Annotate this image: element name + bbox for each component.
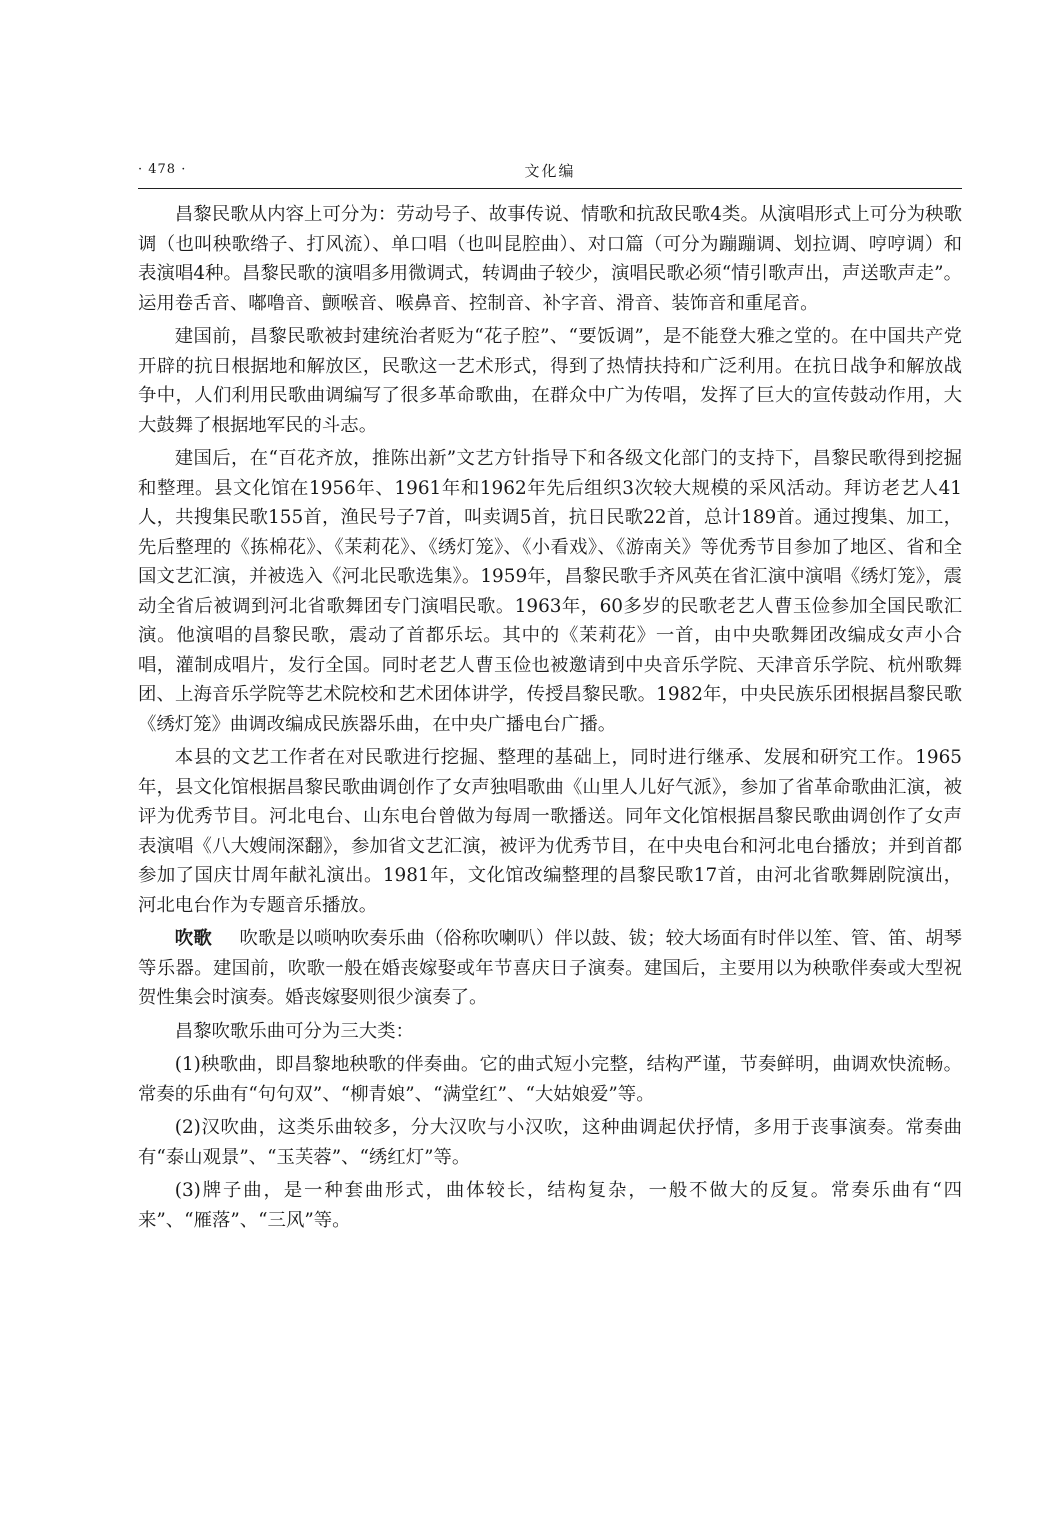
paragraph: (1)秧歌曲，即昌黎地秧歌的伴奏曲。它的曲式短小完整，结构严谨，节奏鲜明，曲调欢快流畅。常奏的乐曲有“句句双”、“柳青娘”、“满堂红”、“大姑娘爱”等。 (138, 1054, 962, 1105)
paragraph: 昌黎吹歌乐曲可分为三大类： (174, 1020, 414, 1042)
section-title: 文化编 (524, 162, 576, 180)
paragraph: 建国后，在“百花齐放，推陈出新”文艺方针指导下和各级文化部门的支持下，昌黎民歌得到挖掘和整理。县文化馆在1956年、1961年和1962年先后组织3次较大规模的采风活动。拜访老艺人41人，共搜集民歌155首，渔民号子7首，叫卖调5首，抗日民歌22首，总计189首。通过搜集、加工，先后整理的《拣棉花》、《茉莉花》、《绣灯笼》、《小看戏》、《游南关》等优秀节目参加了地区、省和全国文艺汇演，并被选入《河北民歌选集》。1959年，昌黎民歌手齐风英在省汇演中演唱《绣灯笼》，震动全省后被调到河北省歌舞团专门演唱民歌。1963年，60多岁的民歌老艺人曹玉俭参加全国民歌汇演。他演唱的昌黎民歌，震动了首都乐坛。其中的《茉莉花》一首，由中央歌舞团改编成女声小合唱，灌制成唱片，发行全国。同时老艺人曹玉俭也被邀请到中央音乐学院、天津音乐学院、杭州歌舞团、上海音乐学院等艺术院校和艺术团体讲学，传授昌黎民歌。1982年，中央民族乐团根据昌黎民歌《绣灯笼》曲调改编成民族器乐曲，在中央广播电台广播。 (138, 448, 962, 735)
entry-paragraph (138, 924, 962, 1013)
page-number: · 478 · (138, 162, 187, 177)
entry-heading: 吹歌 (174, 928, 212, 949)
paragraph: (2)汉吹曲，这类乐曲较多，分大汉吹与小汉吹，这种曲调起伏抒情，多用于丧事演奏。常奏曲有“泰山观景”、“玉芙蓉”、“绣红灯”等。 (138, 1117, 962, 1168)
paragraph: (3)牌子曲，是一种套曲形式，曲体较长，结构复杂，一般不做大的反复。常奏乐曲有“四来”、“雁落”、“三风”等。 (138, 1180, 962, 1231)
page-header (138, 158, 962, 189)
body-text (138, 200, 962, 1239)
paragraph: 本县的文艺工作者在对民歌进行挖掘、整理的基础上，同时进行继承、发展和研究工作。1965年，县文化馆根据昌黎民歌曲调创作了女声独唱歌曲《山里人儿好气派》，参加了省革命歌曲汇演，被评为优秀节目。河北电台、山东电台曾做为每周一歌播送。同年文化馆根据昌黎民歌曲调创作了女声表演唱《八大嫂闹深翻》，参加省文艺汇演，被评为优秀节目，在中央电台和河北电台播放；并到首都参加了国庆廿周年献礼演出。1981年，文化馆改编整理的昌黎民歌17首，由河北省歌舞剧院演出，河北电台作为专题音乐播放。 (138, 747, 962, 916)
paragraph: 昌黎民歌从内容上可分为：劳动号子、故事传说、情歌和抗敌民歌4类。从演唱形式上可分为秧歌调（也叫秧歌绺子、打风流）、单口唱（也叫昆腔曲）、对口篇（可分为蹦蹦调、划拉调、哼哼调）和表演唱4种。昌黎民歌的演唱多用微调式，转调曲子较少，演唱民歌必须“情引歌声出，声送歌声走”。运用卷舌音、嘟噜音、颤喉音、喉鼻音、控制音、补字音、滑音、装饰音和重尾音。 (138, 204, 962, 314)
paragraph: 建国前，昌黎民歌被封建统治者贬为“花子腔”、“要饭调”，是不能登大雅之堂的。在中国共产党开辟的抗日根据地和解放区，民歌这一艺术形式，得到了热情扶持和广泛利用。在抗日战争和解放战争中，人们利用民歌曲调编写了很多革命歌曲，在群众中广为传唱，发挥了巨大的宣传鼓动作用，大大鼓舞了根据地军民的斗志。 (138, 326, 962, 436)
entry-text: 吹歌是以唢呐吹奏乐曲（俗称吹喇叭）伴以鼓、钹；较大场面有时伴以笙、管、笛、胡琴等乐器。建国前，吹歌一般在婚丧嫁娶或年节喜庆日子演奏。建国后，主要用以为秧歌伴奏或大型祝贺性集会时演奏。婚丧嫁娶则很少演奏了。 (138, 928, 962, 1008)
